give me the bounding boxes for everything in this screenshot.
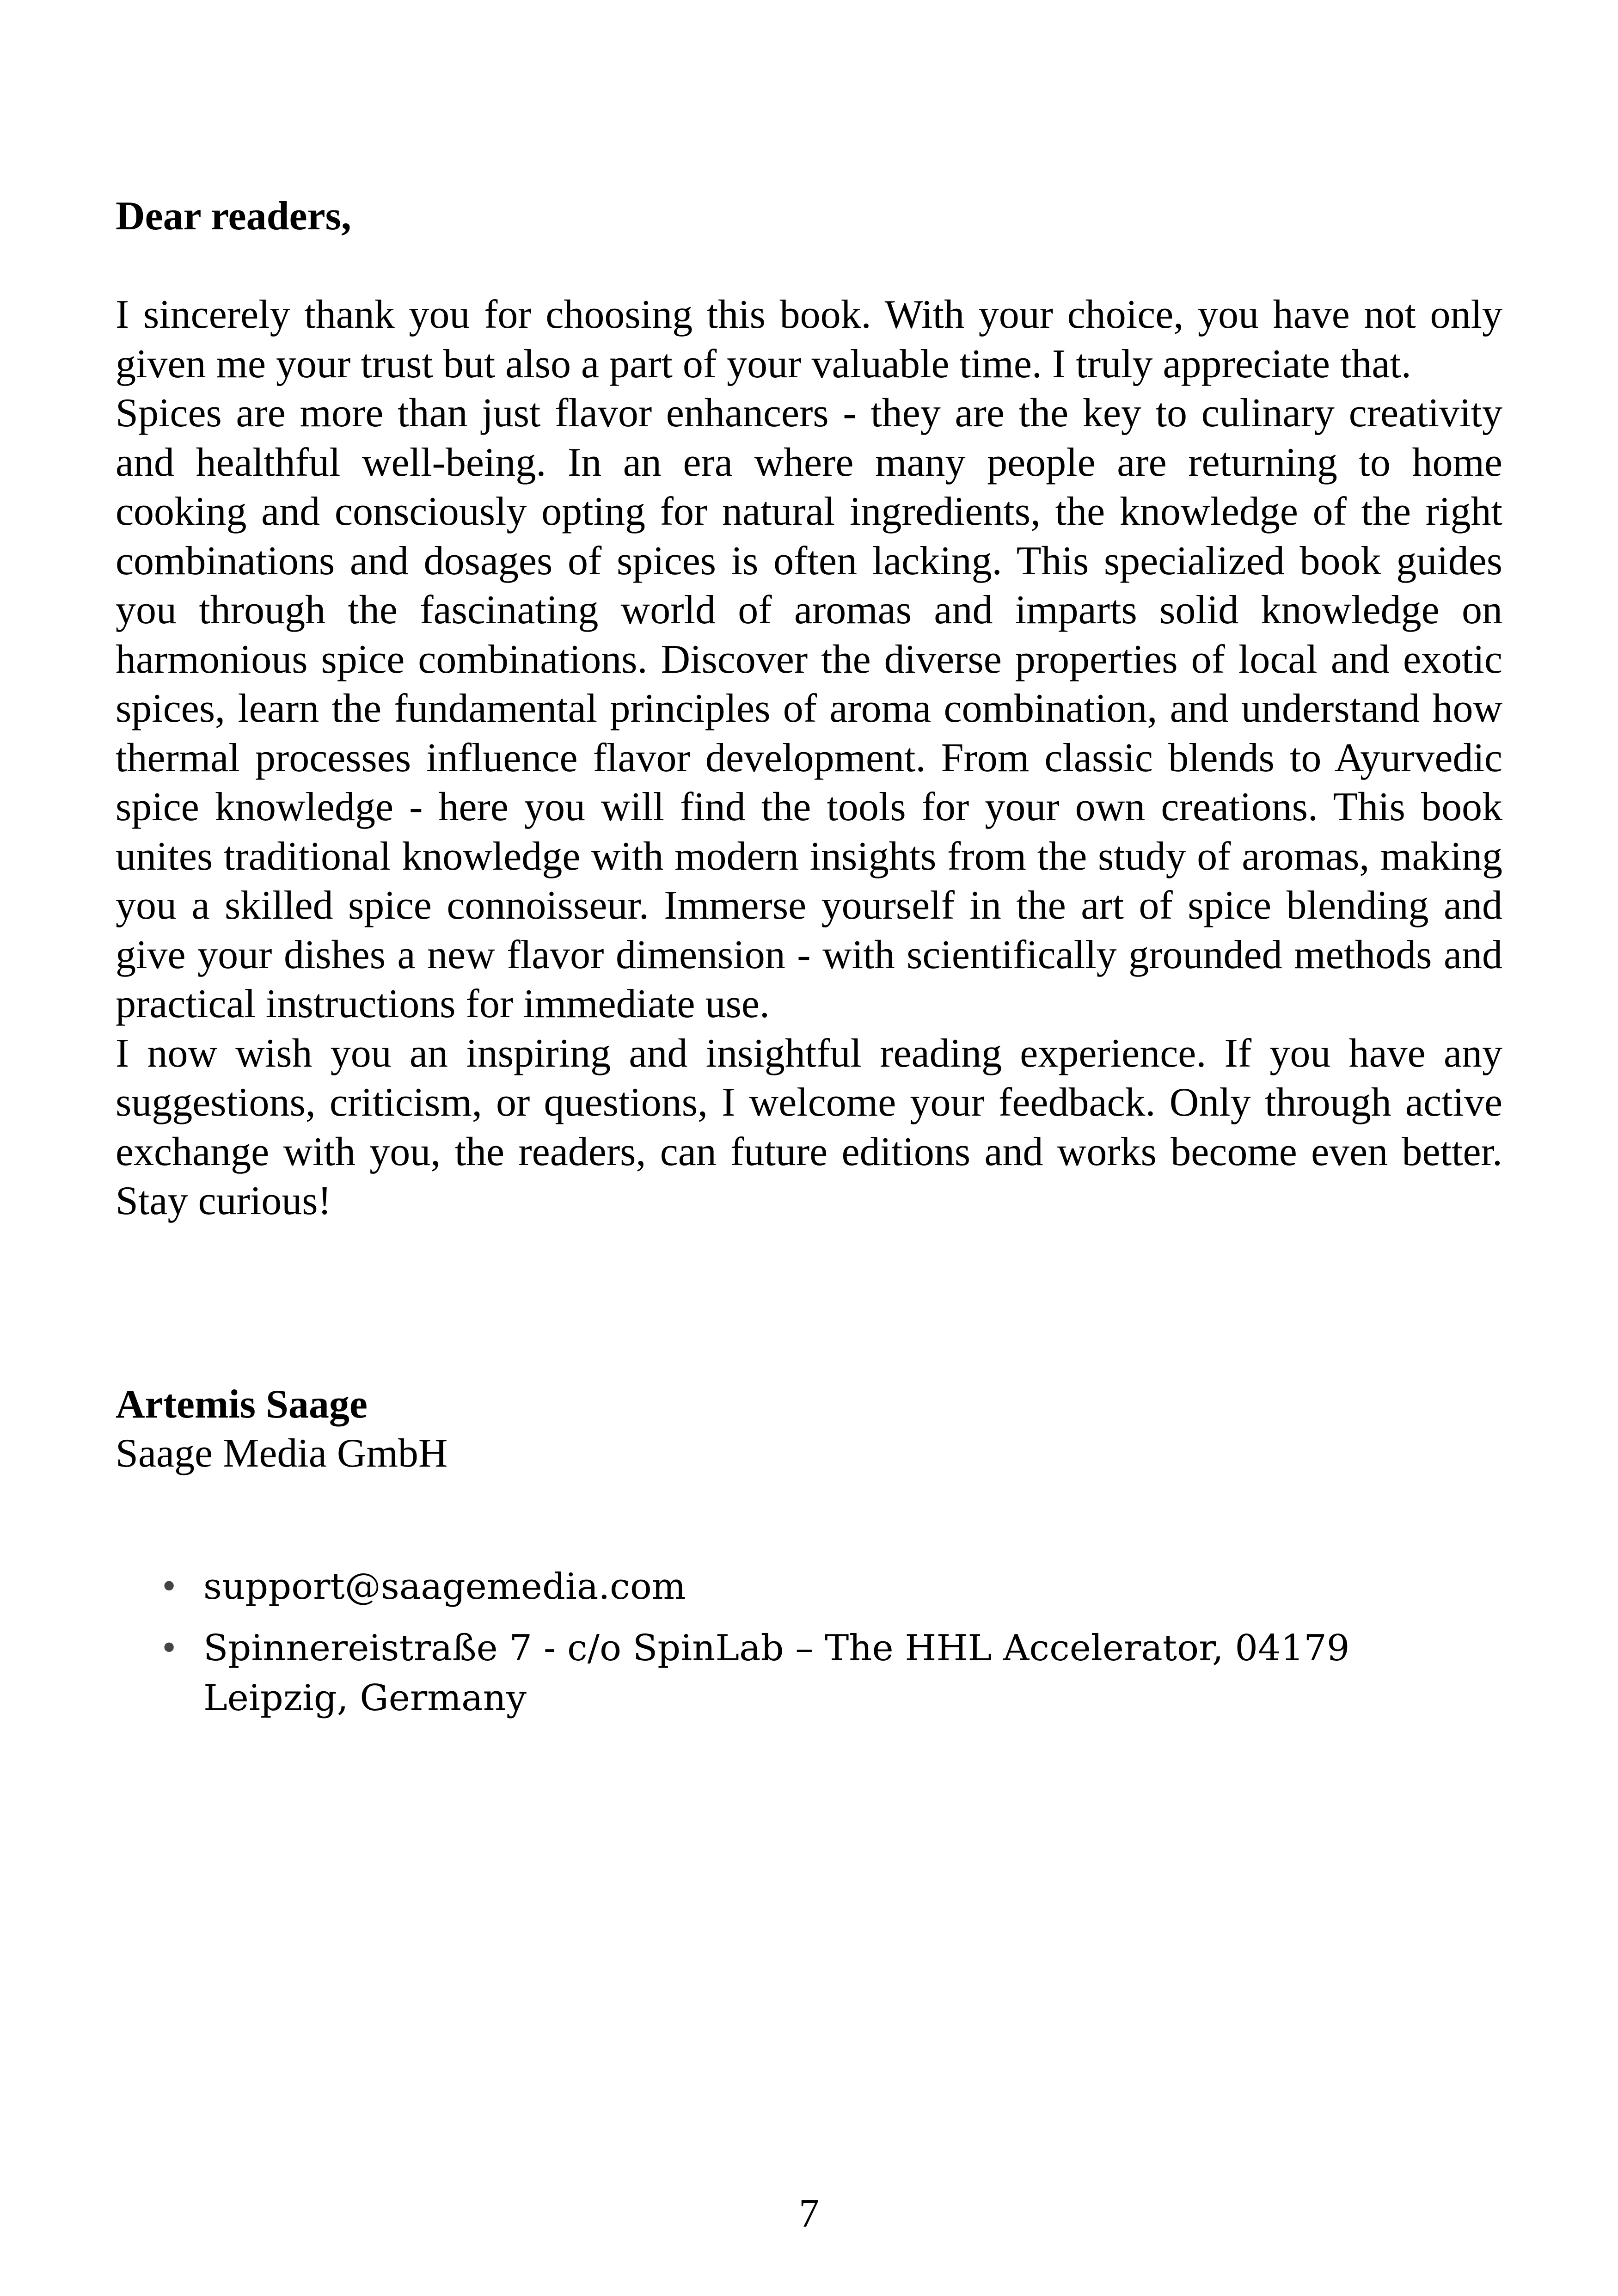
paragraph-book-description: Spices are more than just flavor enhancers - they are the key to culinary creativity and healthful well-being. In an era where many people are returning to home cooking and consciously opting for natural ingredients, the knowledge of the right combinations and dosages of spices is often lacking. This specialized book guides you through the fascinating world of aromas and imparts solid knowledge on harmonious spice combinations. Discover the diverse properties of local and exotic spices, learn the fundamental principles of aroma combination, and understand how thermal processes influence flavor development. From classic blends to Ayurvedic spice knowledge - here you will find the tools for your own creations. This book unites traditional knowledge with modern insights from the study of aromas, making you a skilled spice connoisseur. Immerse yourself in the art of spice blending and give your dishes a new flavor dimension - with scientifically grounded methods and practical instructions for immediate use.	[116, 391, 1502, 1026]
paragraph-thanks: I sincerely thank you for choosing this book. With your choice, you have not only given me your trust but also a part of your valuable time. I truly appreciate that.	[116, 292, 1502, 387]
bullet-icon: •	[159, 1629, 179, 1667]
signature-block	[116, 1380, 1502, 1478]
bullet-icon: •	[159, 1568, 179, 1606]
author-name: Artemis Saage	[116, 1382, 368, 1427]
contact-item-email	[159, 1562, 1502, 1612]
letter-salutation: Dear readers,	[116, 194, 351, 239]
contact-item-address	[159, 1623, 1502, 1723]
company-name: Saage Media GmbH	[116, 1431, 448, 1476]
contact-email: support@saagemedia.com	[203, 1566, 686, 1608]
contact-address: Spinnereistraße 7 - c/o SpinLab – The HHL Accelerator, 04179 Leipzig, Germany	[203, 1627, 1350, 1719]
contact-list	[159, 1562, 1502, 1735]
letter-body	[116, 290, 1502, 1226]
paragraph-closing: I now wish you an inspiring and insightful reading experience. If you have any suggestions, criticism, or questions, I welcome your feedback. Only through active exchange with you, the readers, can future editions and works become even better. Stay curious!	[116, 1031, 1502, 1223]
page-number: 7	[799, 2191, 819, 2236]
